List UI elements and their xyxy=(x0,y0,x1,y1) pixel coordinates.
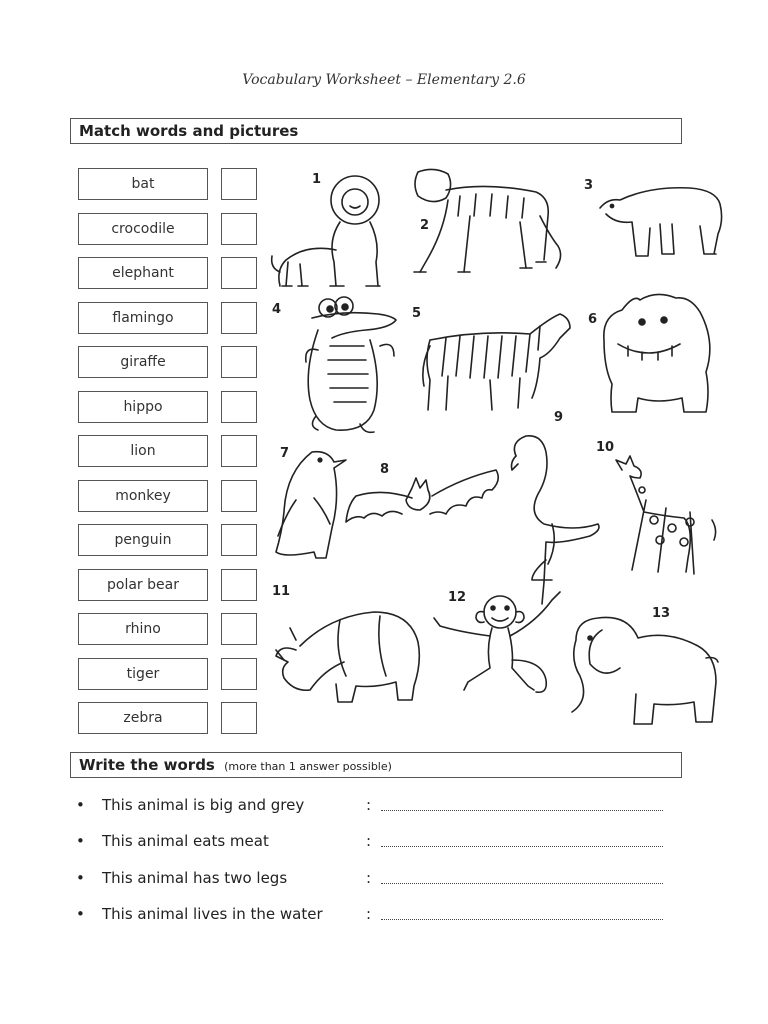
question-row xyxy=(76,905,676,927)
crocodile-picture xyxy=(306,297,396,432)
word-box: flamingo xyxy=(78,302,208,334)
colon: : xyxy=(366,869,372,887)
word-row-zebra xyxy=(78,702,260,734)
answer-box[interactable] xyxy=(221,213,257,245)
picture-number-9: 9 xyxy=(554,410,564,425)
answer-line[interactable] xyxy=(381,810,663,811)
monkey-picture xyxy=(434,592,560,692)
word-row-hippo xyxy=(78,391,260,423)
colon: : xyxy=(366,832,372,850)
picture-number-5: 5 xyxy=(412,306,422,321)
picture-number-4: 4 xyxy=(272,302,282,317)
word-box: penguin xyxy=(78,524,208,556)
answer-box[interactable] xyxy=(221,702,257,734)
answer-box[interactable] xyxy=(221,658,257,690)
answer-box[interactable] xyxy=(221,346,257,378)
word-box: monkey xyxy=(78,480,208,512)
word-box: bat xyxy=(78,168,208,200)
answer-box[interactable] xyxy=(221,569,257,601)
word-box: zebra xyxy=(78,702,208,734)
answer-box[interactable] xyxy=(221,480,257,512)
word-box: rhino xyxy=(78,613,208,645)
picture-number-1: 1 xyxy=(312,172,322,187)
word-row-rhino xyxy=(78,613,260,645)
colon: : xyxy=(366,796,372,814)
match-section-heading xyxy=(70,118,682,144)
word-row-tiger xyxy=(78,658,260,690)
word-row-bat xyxy=(78,168,260,200)
lion-picture xyxy=(272,176,380,286)
picture-number-13: 13 xyxy=(652,606,671,621)
picture-number-11: 11 xyxy=(272,584,291,599)
word-row-polar-bear xyxy=(78,569,260,601)
word-box: hippo xyxy=(78,391,208,423)
question-text: This animal eats meat xyxy=(102,832,269,850)
giraffe-picture xyxy=(616,456,716,574)
picture-number-7: 7 xyxy=(280,446,290,461)
answer-box[interactable] xyxy=(221,524,257,556)
answer-box[interactable] xyxy=(221,168,257,200)
question-row xyxy=(76,869,676,891)
zebra-picture xyxy=(423,314,570,410)
write-section-heading xyxy=(70,752,682,778)
question-text: This animal has two legs xyxy=(102,869,288,887)
answer-line[interactable] xyxy=(381,846,663,847)
word-row-penguin xyxy=(78,524,260,556)
question-row xyxy=(76,796,676,818)
write-heading-text: Write the words xyxy=(79,756,215,774)
word-box: elephant xyxy=(78,257,208,289)
word-row-monkey xyxy=(78,480,260,512)
colon: : xyxy=(366,905,372,923)
picture-number-3: 3 xyxy=(584,178,594,193)
answer-line[interactable] xyxy=(381,883,663,884)
picture-number-6: 6 xyxy=(588,312,598,327)
picture-number-2: 2 xyxy=(420,218,430,233)
answer-box[interactable] xyxy=(221,391,257,423)
bullet: • xyxy=(76,832,85,850)
picture-number-8: 8 xyxy=(380,462,390,477)
answer-line[interactable] xyxy=(381,919,663,920)
elephant-picture xyxy=(572,617,718,724)
word-row-giraffe xyxy=(78,346,260,378)
penguin-picture xyxy=(276,452,346,558)
answer-box[interactable] xyxy=(221,613,257,645)
word-row-elephant xyxy=(78,257,260,289)
match-heading-text: Match words and pictures xyxy=(79,122,299,140)
write-heading-note: (more than 1 answer possible) xyxy=(224,760,392,773)
word-row-flamingo xyxy=(78,302,260,334)
question-text: This animal lives in the water xyxy=(102,905,323,923)
word-row-lion xyxy=(78,435,260,467)
hippo-picture xyxy=(604,294,710,412)
worksheet-title: Vocabulary Worksheet – Elementary 2.6 xyxy=(242,72,526,88)
answer-box[interactable] xyxy=(221,302,257,334)
word-box: giraffe xyxy=(78,346,208,378)
tiger-picture xyxy=(414,169,561,272)
question-row xyxy=(76,832,676,854)
bullet: • xyxy=(76,796,85,814)
word-box: polar bear xyxy=(78,569,208,601)
answer-box[interactable] xyxy=(221,257,257,289)
picture-number-10: 10 xyxy=(596,440,615,455)
polar-bear-picture xyxy=(600,188,722,256)
answer-box[interactable] xyxy=(221,435,257,467)
word-box: lion xyxy=(78,435,208,467)
question-text: This animal is big and grey xyxy=(102,796,305,814)
word-row-crocodile xyxy=(78,213,260,245)
bullet: • xyxy=(76,869,85,887)
rhino-picture xyxy=(276,612,419,702)
bullet: • xyxy=(76,905,85,923)
picture-number-12: 12 xyxy=(448,590,467,605)
word-box: tiger xyxy=(78,658,208,690)
bat-picture xyxy=(346,470,498,522)
flamingo-picture xyxy=(512,436,600,604)
word-box: crocodile xyxy=(78,213,208,245)
